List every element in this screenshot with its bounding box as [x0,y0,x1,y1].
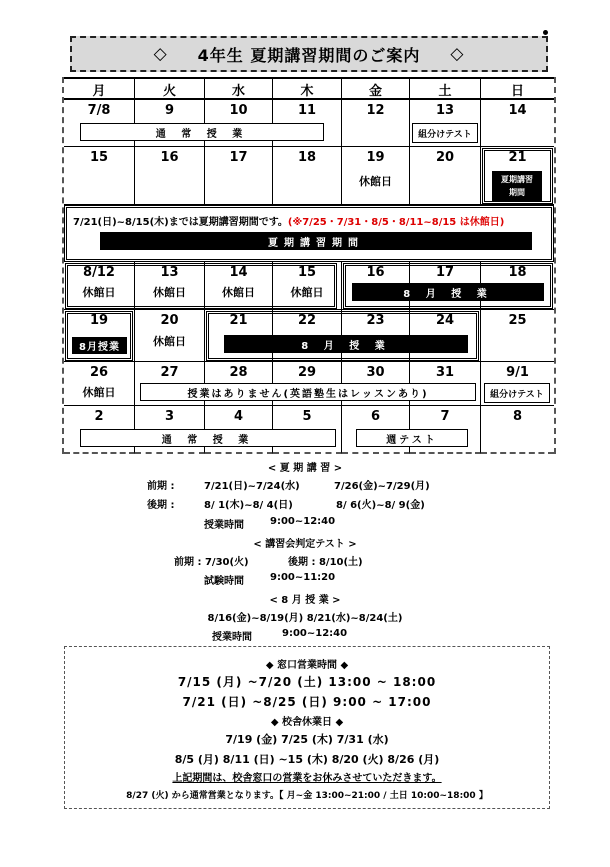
day-number: 24 [435,313,455,328]
group-test-box: 組分けテスト [412,123,478,143]
test-header: < 講習会判定テスト > [253,539,357,550]
day-number: 9 [164,103,175,118]
day-number: 14 [229,265,248,280]
resume-notice: 8/27 (火) から通常営業となります。【 月~金 13:00~21:00 / 土日 10:00~18:00 】 [126,791,488,801]
summer-note-main: 7/21(日)~8/15(木)までは夏期講習期間です。 [73,217,288,228]
closed-week-frame [65,263,337,309]
day-number: 22 [297,313,317,328]
kaki-header: < 夏 期 講 習 > [267,463,343,474]
day-cell [481,310,554,362]
day-number: 5 [302,409,312,424]
day-number: 23 [366,313,385,328]
summer-start-label [492,171,542,201]
closed-label: 休館日 [82,386,116,399]
no-class-bar: 授業はありません(英語塾生はレッスンあり) [140,383,476,401]
exam-time: 9:00~11:20 [270,572,336,583]
kouki-range1: 8/ 1(木)~8/ 4(日) [204,500,293,511]
day-number: 18 [297,150,317,165]
closure-notice: 上記期間は、校舎窓口の営業をお休みさせていただきます。 [172,773,442,784]
regular-class-bar: 通 常 授 業 [80,123,324,141]
summer-start-line1: 夏期講習 [501,175,533,184]
zenki-range1: 7/21(日)~7/24(水) [204,481,300,492]
day-cell [481,100,554,147]
day-number: 16 [366,265,385,280]
page-title [70,36,548,72]
day-cell [342,147,410,205]
exam-time-label: 試験時間 [204,576,244,587]
weekday-wed: 水 [205,79,273,100]
test-zenki: 前期 : 7/30(火) [174,557,249,568]
day-number: 8 [512,409,523,424]
closed-label: 休館日 [153,335,186,348]
title-text: 4年生 夏期講習期間のご案内 [197,45,421,65]
closed-label: 休館日 [222,286,255,299]
day-number: 15 [89,150,109,165]
day-number: 9/1 [506,365,529,380]
weekly-test-bar: 週テスト [356,429,468,447]
office-hours-box [64,646,550,809]
day-cell [135,147,205,205]
day-cell [64,362,135,406]
day-number: 14 [508,103,527,118]
day-number: 21 [229,313,248,328]
day-number: 13 [435,103,455,118]
class-time: 9:00~12:40 [270,516,336,527]
hours-header: ◆ 窓口営業時間 ◆ [265,660,349,671]
diamond-icon-left: ◇ [153,44,168,64]
hours-line2: 7/21 (日) ~8/25 (日) 9:00 ~ 17:00 [182,695,432,709]
weekday-sun: 日 [510,84,524,99]
kouki-range2: 8/ 6(火)~8/ 9(金) [336,500,425,511]
day-number: 25 [508,313,527,328]
group-test-box-2: 組分けテスト [484,383,550,403]
closed-line2: 8/5 (月) 8/11 (日) ~15 (木) 8/20 (火) 8/26 (月) [174,753,440,766]
hours-line1: 7/15 (月) ~7/20 (土) 13:00 ~ 18:00 [177,675,437,689]
day-number: 27 [160,365,179,380]
closed-line1: 7/19 (金) 7/25 (木) 7/31 (水) [225,733,389,746]
aug-ranges: 8/16(金)~8/19(月) 8/21(水)~8/24(土) [207,613,403,624]
day-number: 7/8 [87,103,111,118]
day-number: 6 [370,409,381,424]
summer-session-bar: 夏期講習期間 [100,232,532,250]
day-cell [135,310,205,362]
corner-dot [543,30,548,35]
summer-start-line2: 期間 [509,188,525,197]
day-number: 30 [366,365,385,380]
closed-label: 休館日 [82,286,116,299]
weekday-tue: 火 [135,79,205,100]
day-cell [342,100,410,147]
aug-header: < 8 月 授 業 > [269,595,341,606]
day-number: 4 [233,409,244,424]
day-number: 15 [297,265,317,280]
aug-time-label: 授業時間 [212,632,252,643]
day-cell [64,147,135,205]
summer-session-row [64,205,554,262]
weekday-sat: 土 [410,79,481,100]
closed-label: 休館日 [153,286,186,299]
day-number: 20 [160,313,179,328]
day-number: 20 [435,150,455,165]
day-number: 10 [229,103,248,118]
day-number: 19 [366,150,385,165]
summer-note [73,213,504,228]
day-number: 17 [435,265,455,280]
day-number: 8/12 [83,265,115,280]
day-cell [410,147,481,205]
closed-header: ◆ 校舎休業日 ◆ [270,717,344,728]
weekday-fri: 金 [342,79,410,100]
day-number: 3 [164,409,175,424]
day-number: 29 [297,365,317,380]
day-number: 11 [297,103,317,118]
test-kouki: 後期 : 8/10(土) [288,557,363,568]
august-class-bar: 8 月 授 業 [352,283,544,301]
closed-label: 休館日 [290,286,324,299]
calendar [62,77,556,454]
day-number: 31 [435,365,455,380]
day-number: 26 [89,365,109,380]
day-cell [205,147,273,205]
weekday-mon: 月 [64,79,135,100]
august-class-small: 8月授業 [72,337,127,354]
day-number: 7 [440,409,450,424]
kouki-label: 後期 : [147,500,175,511]
diamond-icon-right: ◇ [450,44,465,64]
closed-label: 休館日 [359,175,392,188]
zenki-range2: 7/26(金)~7/29(月) [334,481,430,492]
weekday-header [64,77,554,100]
aug-time: 9:00~12:40 [282,628,348,639]
day-number: 16 [160,150,179,165]
day-number: 17 [229,150,248,165]
day-number: 21 [508,150,527,165]
day-number: 28 [229,365,248,380]
zenki-label: 前期 : [147,481,175,492]
summer-note-closed: (※7/25・7/31・8/5・8/11~8/15 は休館日) [287,217,505,228]
class-time-label: 授業時間 [204,520,244,531]
day-cell [481,406,554,454]
weekday-thu: 木 [273,79,342,100]
day-number: 18 [508,265,527,280]
regular-class-bar-2: 通 常 授 業 [80,429,336,447]
day-cell [273,147,342,205]
august-class-bar-2: 8 月 授 業 [224,335,468,353]
day-number: 12 [366,103,385,118]
day-number: 2 [94,409,104,424]
day-number: 19 [89,313,109,328]
day-number: 13 [160,265,179,280]
